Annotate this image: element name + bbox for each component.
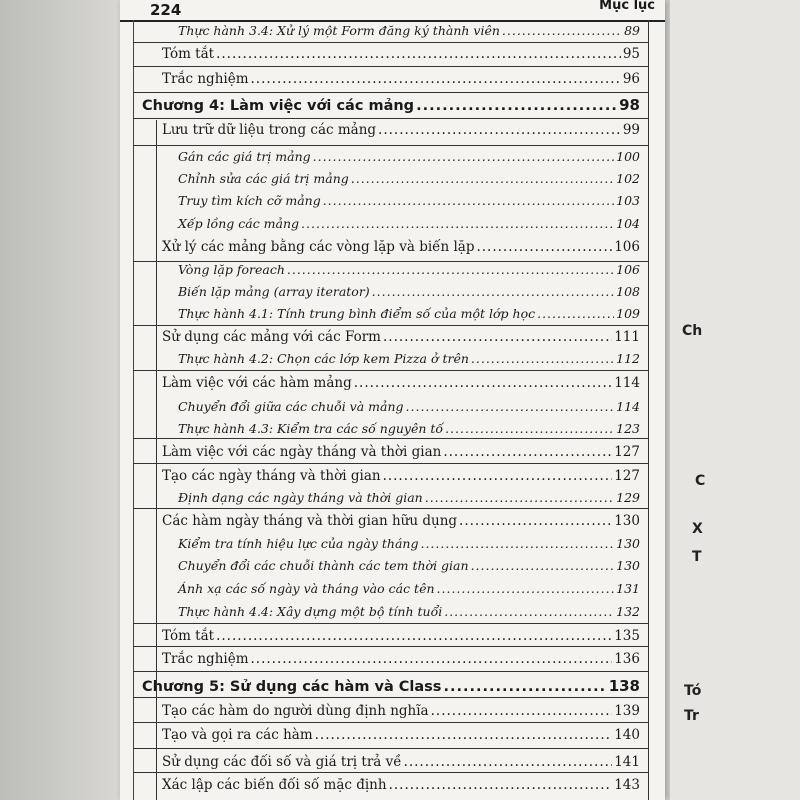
toc-entry-item bbox=[178, 604, 640, 619]
table-rule bbox=[133, 325, 648, 326]
toc-entry-page-number: 112 bbox=[616, 351, 640, 366]
dot-leader bbox=[471, 351, 614, 366]
toc-entry-section bbox=[162, 703, 640, 719]
adjacent-page bbox=[670, 0, 800, 800]
toc-entry-page-number: 103 bbox=[616, 193, 640, 208]
toc-entry-title: Thực hành 4.4: Xây dựng một bộ tính tuổi bbox=[178, 604, 443, 619]
toc-entry-item bbox=[178, 149, 640, 164]
toc-entry-title: Trắc nghiệm bbox=[162, 71, 249, 87]
book-page bbox=[120, 0, 665, 800]
adjacent-page-fragment: Tr bbox=[684, 708, 699, 724]
dot-leader bbox=[443, 679, 606, 695]
table-rule bbox=[133, 722, 648, 723]
toc-entry-section bbox=[162, 628, 640, 644]
adjacent-page-fragment: X bbox=[692, 521, 703, 537]
toc-entry-item bbox=[178, 23, 640, 38]
toc-entry-page-number: 141 bbox=[614, 754, 640, 770]
toc-entry-item bbox=[178, 421, 640, 436]
toc-entry-page-number: 89 bbox=[624, 23, 640, 38]
toc-entry-page-number: 100 bbox=[616, 149, 640, 164]
toc-entry-title: Xác lập các biến đối số mặc định bbox=[162, 777, 387, 793]
dot-leader bbox=[443, 444, 612, 460]
table-rule bbox=[156, 120, 157, 800]
toc-entry-item bbox=[178, 351, 640, 366]
dot-leader bbox=[315, 727, 613, 743]
toc-entry-title: Chương 5: Sử dụng các hàm và Class bbox=[142, 679, 442, 695]
toc-entry-item bbox=[178, 581, 640, 596]
table-rule bbox=[133, 438, 648, 439]
toc-entry-section bbox=[162, 444, 640, 460]
toc-entry-item bbox=[178, 193, 640, 208]
dot-leader bbox=[476, 239, 612, 255]
toc-entry-title: Trắc nghiệm bbox=[162, 651, 249, 667]
dot-leader bbox=[406, 399, 615, 414]
toc-entry-section bbox=[162, 239, 640, 255]
toc-entry-title: Làm việc với các hàm mảng bbox=[162, 375, 352, 391]
toc-entry-page-number: 140 bbox=[614, 727, 640, 743]
table-rule bbox=[133, 623, 648, 624]
toc-entry-page-number: 130 bbox=[616, 536, 640, 551]
toc-entry-page-number: 136 bbox=[614, 651, 640, 667]
toc-entry-page-number: 132 bbox=[616, 604, 640, 619]
dot-leader bbox=[459, 513, 612, 529]
toc-entry-section bbox=[162, 122, 640, 138]
table-rule bbox=[133, 671, 648, 672]
toc-entry-title: Xếp lồng các mảng bbox=[178, 216, 300, 231]
toc-entry-page-number: 96 bbox=[622, 71, 640, 87]
table-of-contents bbox=[120, 0, 665, 800]
dot-leader bbox=[378, 122, 621, 138]
toc-entry-page-number: 135 bbox=[614, 628, 640, 644]
toc-entry-item bbox=[178, 216, 640, 231]
toc-entry-title: Chuyển đổi giữa các chuỗi và mảng bbox=[178, 399, 404, 414]
dot-leader bbox=[502, 23, 622, 38]
dot-leader bbox=[383, 468, 613, 484]
toc-entry-item bbox=[178, 399, 640, 414]
toc-entry-chapter bbox=[142, 96, 640, 114]
toc-entry-section bbox=[162, 46, 640, 62]
table-rule bbox=[133, 772, 648, 773]
dot-leader bbox=[471, 558, 615, 573]
toc-entry-page-number: 130 bbox=[614, 513, 640, 529]
adjacent-page-fragment: T bbox=[692, 549, 702, 565]
toc-entry-title: Thực hành 4.2: Chọn các lớp kem Pizza ở trên bbox=[178, 351, 469, 366]
toc-entry-page-number: 95 bbox=[622, 46, 640, 62]
dot-leader bbox=[431, 703, 613, 719]
toc-entry-section bbox=[162, 375, 640, 391]
toc-entry-title: Chương 4: Làm việc với các mảng bbox=[142, 98, 415, 114]
toc-entry-page-number: 111 bbox=[614, 329, 640, 345]
toc-entry-section bbox=[162, 513, 640, 529]
toc-entry-page-number: 109 bbox=[616, 306, 640, 321]
toc-entry-page-number: 98 bbox=[619, 96, 640, 114]
dot-leader bbox=[389, 777, 613, 793]
toc-entry-title: Truy tìm kích cỡ mảng bbox=[178, 193, 321, 208]
toc-entry-page-number: 106 bbox=[616, 262, 640, 277]
page-number: 224 bbox=[150, 1, 182, 19]
toc-entry-section bbox=[162, 71, 640, 87]
toc-entry-title: Tóm tắt bbox=[162, 46, 215, 62]
toc-entry-title: Làm việc với các ngày tháng và thời gian bbox=[162, 444, 442, 460]
toc-entry-title: Tạo các ngày tháng và thời gian bbox=[162, 468, 381, 484]
adjacent-page-fragment: Ch bbox=[682, 323, 703, 339]
table-rule bbox=[133, 145, 648, 146]
toc-entry-title: Sử dụng các mảng với các Form bbox=[162, 329, 381, 345]
dot-leader bbox=[420, 536, 614, 551]
toc-entry-title: Lưu trữ dữ liệu trong các mảng bbox=[162, 122, 377, 138]
toc-entry-title: Kiểm tra tính hiệu lực của ngày tháng bbox=[178, 536, 419, 551]
toc-entry-title: Chỉnh sửa các giá trị mảng bbox=[178, 171, 349, 186]
toc-entry-title: Chuyển đổi các chuỗi thành các tem thời gian bbox=[178, 558, 469, 573]
dot-leader bbox=[404, 754, 613, 770]
toc-entry-page-number: 138 bbox=[608, 677, 640, 695]
toc-entry-item bbox=[178, 171, 640, 186]
toc-entry-page-number: 127 bbox=[614, 444, 640, 460]
toc-entry-section bbox=[162, 777, 640, 793]
table-rule bbox=[133, 66, 648, 67]
toc-entry-item bbox=[178, 284, 640, 299]
left-background bbox=[0, 0, 120, 800]
toc-entry-title: Các hàm ngày tháng và thời gian hữu dụng bbox=[162, 513, 458, 529]
dot-leader bbox=[251, 651, 613, 667]
table-rule bbox=[133, 697, 648, 698]
dot-leader bbox=[251, 71, 621, 87]
toc-entry-title: Tạo và gọi ra các hàm bbox=[162, 727, 313, 743]
toc-entry-title: Sử dụng các đối số và giá trị trả về bbox=[162, 754, 402, 770]
toc-entry-title: Thực hành 3.4: Xử lý một Form đăng ký thành viên bbox=[178, 23, 500, 38]
toc-entry-page-number: 106 bbox=[614, 239, 640, 255]
toc-entry-title: Vòng lặp foreach bbox=[178, 262, 285, 277]
toc-entry-title: Gán các giá trị mảng bbox=[178, 149, 311, 164]
dot-leader bbox=[301, 216, 614, 231]
adjacent-page-fragment: C bbox=[695, 473, 706, 489]
toc-entry-title: Biến lặp mảng (array iterator) bbox=[178, 284, 370, 299]
toc-entry-section bbox=[162, 727, 640, 743]
toc-entry-item bbox=[178, 536, 640, 551]
toc-entry-page-number: 99 bbox=[622, 122, 640, 138]
toc-entry-page-number: 139 bbox=[614, 703, 640, 719]
toc-entry-page-number: 129 bbox=[616, 490, 640, 505]
table-rule bbox=[133, 463, 648, 464]
dot-leader bbox=[313, 149, 614, 164]
dot-leader bbox=[437, 581, 615, 596]
dot-leader bbox=[416, 98, 617, 114]
toc-entry-page-number: 114 bbox=[616, 399, 640, 414]
toc-entry-section bbox=[162, 468, 640, 484]
toc-entry-item bbox=[178, 306, 640, 321]
toc-entry-title: Định dạng các ngày tháng và thời gian bbox=[178, 490, 423, 505]
toc-entry-page-number: 104 bbox=[616, 216, 640, 231]
toc-entry-item bbox=[178, 558, 640, 573]
toc-entry-title: Tóm tắt bbox=[162, 628, 215, 644]
dot-leader bbox=[383, 329, 612, 345]
table-rule bbox=[133, 92, 648, 93]
toc-entry-section bbox=[162, 651, 640, 667]
dot-leader bbox=[354, 375, 612, 391]
toc-entry-title: Tạo các hàm do người dùng định nghĩa bbox=[162, 703, 429, 719]
toc-entry-title: Ánh xạ các số ngày và tháng vào các tên bbox=[178, 581, 435, 596]
toc-entry-chapter bbox=[142, 677, 640, 695]
toc-entry-page-number: 114 bbox=[614, 375, 640, 391]
table-rule bbox=[133, 118, 648, 119]
table-rule bbox=[133, 646, 648, 647]
table-rule bbox=[133, 261, 648, 262]
table-rule bbox=[133, 42, 648, 43]
toc-entry-title: Thực hành 4.1: Tính trung bình điểm số của một lớp học bbox=[178, 306, 536, 321]
toc-entry-section bbox=[162, 754, 640, 770]
table-rule bbox=[648, 20, 649, 800]
dot-leader bbox=[444, 604, 614, 619]
toc-entry-item bbox=[178, 262, 640, 277]
table-rule bbox=[133, 370, 648, 371]
toc-entry-title: Thực hành 4.3: Kiểm tra các số nguyên tố bbox=[178, 421, 444, 436]
toc-entry-page-number: 131 bbox=[616, 581, 640, 596]
table-rule bbox=[133, 508, 648, 509]
toc-entry-page-number: 143 bbox=[614, 777, 640, 793]
toc-entry-item bbox=[178, 490, 640, 505]
toc-entry-section bbox=[162, 329, 640, 345]
dot-leader bbox=[216, 628, 612, 644]
dot-leader bbox=[445, 421, 614, 436]
dot-leader bbox=[425, 490, 614, 505]
dot-leader bbox=[351, 171, 614, 186]
toc-entry-page-number: 127 bbox=[614, 468, 640, 484]
dot-leader bbox=[372, 284, 614, 299]
header-title: Mục lục bbox=[599, 0, 655, 13]
dot-leader bbox=[323, 193, 614, 208]
toc-entry-title: Xử lý các mảng bằng các vòng lặp và biến lặp bbox=[162, 239, 475, 255]
dot-leader bbox=[216, 46, 621, 62]
toc-entry-page-number: 130 bbox=[616, 558, 640, 573]
toc-entry-page-number: 102 bbox=[616, 171, 640, 186]
toc-entry-page-number: 108 bbox=[616, 284, 640, 299]
table-rule bbox=[133, 748, 648, 749]
dot-leader bbox=[537, 306, 614, 321]
toc-entry-page-number: 123 bbox=[616, 421, 640, 436]
adjacent-page-fragment: Tó bbox=[684, 683, 702, 699]
dot-leader bbox=[287, 262, 614, 277]
